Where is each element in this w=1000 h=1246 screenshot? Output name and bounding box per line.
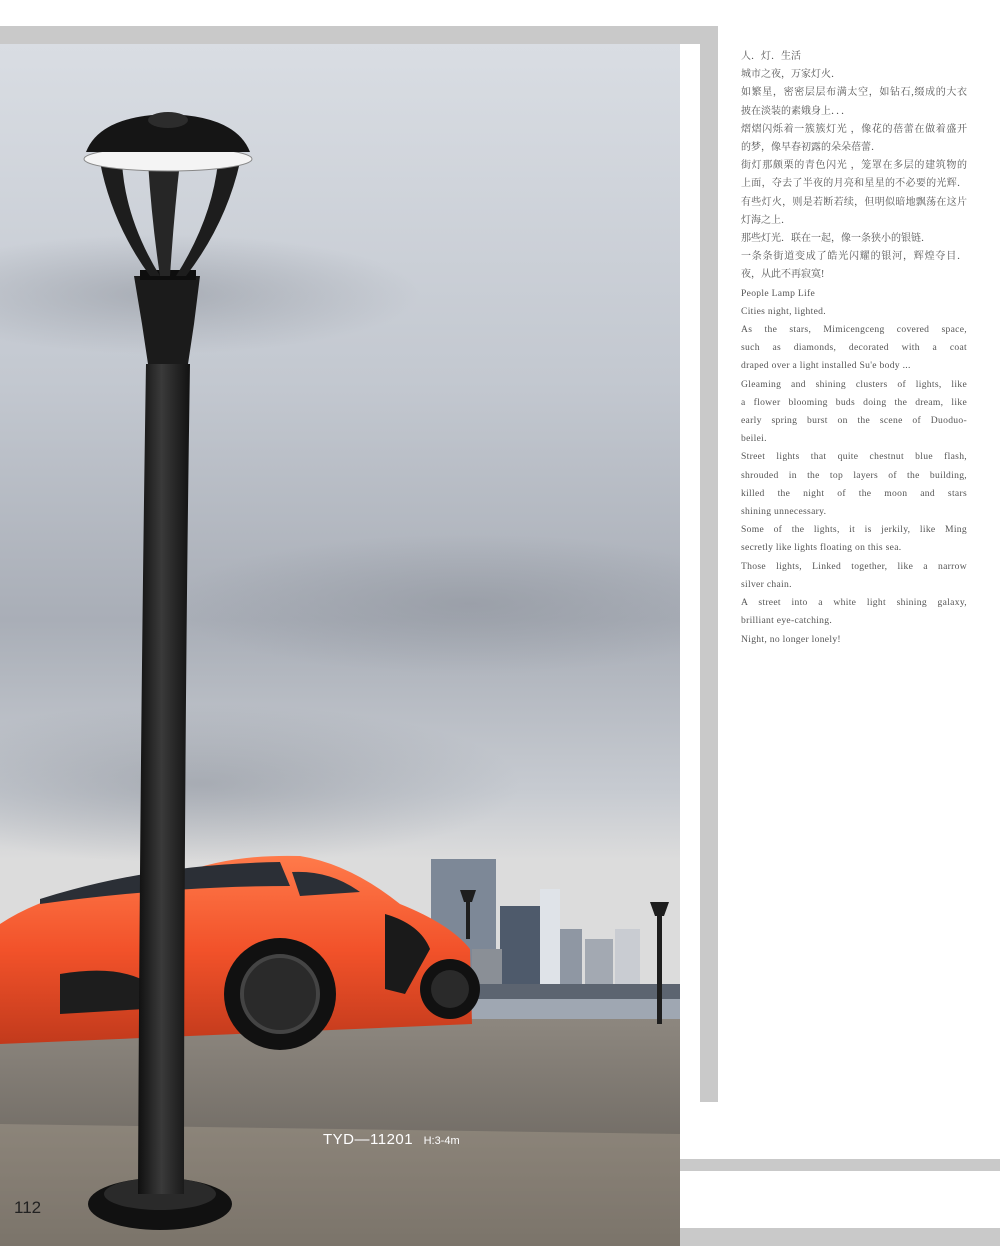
text-line: 披在淡装的素娥身上．．． (741, 105, 851, 117)
text-line: brilliant eye-catching. (741, 615, 833, 627)
text-line: 城市之夜，万家灯火． (741, 69, 841, 81)
product-photo (0, 44, 680, 1246)
text-line: 夜，从此不再寂寞! (741, 269, 825, 281)
text-line: Some of the lights, it is jerkily, like Ming (741, 524, 967, 536)
text-line: 熠熠闪烁着一簇簇灯光 ，像花的蓓蕾在做着盛开 (741, 123, 967, 135)
text-line: a flower blooming buds doing the dream, like (741, 396, 967, 408)
description-text (741, 48, 967, 649)
text-line: beilei. (741, 433, 767, 445)
text-line: 有些灯火，则是若断若续，但明似暗地飘荡在这片 (741, 196, 967, 208)
text-line: secretly like lights floating on this sea. (741, 542, 902, 554)
text-line: Street lights that quite chestnut blue flash, (741, 451, 967, 463)
text-line: 那些灯光．联在一起，像一条狭小的银链． (741, 233, 931, 245)
text-line: Cities night, lighted. (741, 305, 826, 317)
top-frame-bar (0, 26, 718, 44)
text-line: People Lamp Life (741, 287, 816, 299)
text-line: A street into a white light shining galaxy, (741, 597, 967, 609)
text-line: As the stars, Mimicengceng covered space, (741, 324, 967, 336)
text-line: shining unnecessary. (741, 506, 827, 518)
text-line: 街灯那颇栗的青色闪光 ，笼罩在多层的建筑物的 (741, 160, 967, 172)
footer-bar (680, 1228, 1000, 1246)
product-height: H:3-4m (423, 1135, 460, 1147)
text-line: early spring burst on the scene of Duoduo- (741, 415, 967, 427)
text-line: draped over a light installed Su'e body ... (741, 360, 911, 372)
right-frame-bar (700, 26, 718, 1102)
text-line: silver chain. (741, 578, 792, 590)
text-line: 人．灯．生活 (741, 51, 801, 62)
product-caption (323, 1131, 460, 1149)
text-line: 上面，夺去了半夜的月亮和星星的不必要的光辉． (741, 178, 967, 190)
text-line: 如繁星，密密层层布满太空，如钻石,缀成的大衣 (741, 87, 967, 99)
text-line: 一条条街道变成了皓光闪耀的银河，辉煌夺目． (741, 251, 967, 263)
divider-bar (680, 1159, 1000, 1171)
product-model: TYD—11201 (323, 1131, 414, 1148)
text-line: Night, no longer lonely! (741, 633, 841, 645)
text-line: such as diamonds, decorated with a coat (741, 342, 967, 354)
text-line: Those lights, Linked together, like a narrow (741, 560, 967, 572)
text-line: killed the night of the moon and stars (741, 487, 967, 499)
scene-illustration (0, 44, 680, 1246)
text-line: Gleaming and shining clusters of lights, like (741, 378, 967, 390)
text-line: 的梦，像早春初露的朵朵蓓蕾． (741, 142, 881, 154)
text-line: 灯海之上． (741, 214, 791, 226)
page-number: 112 (14, 1198, 42, 1217)
text-line: shrouded in the top layers of the building, (741, 469, 967, 481)
